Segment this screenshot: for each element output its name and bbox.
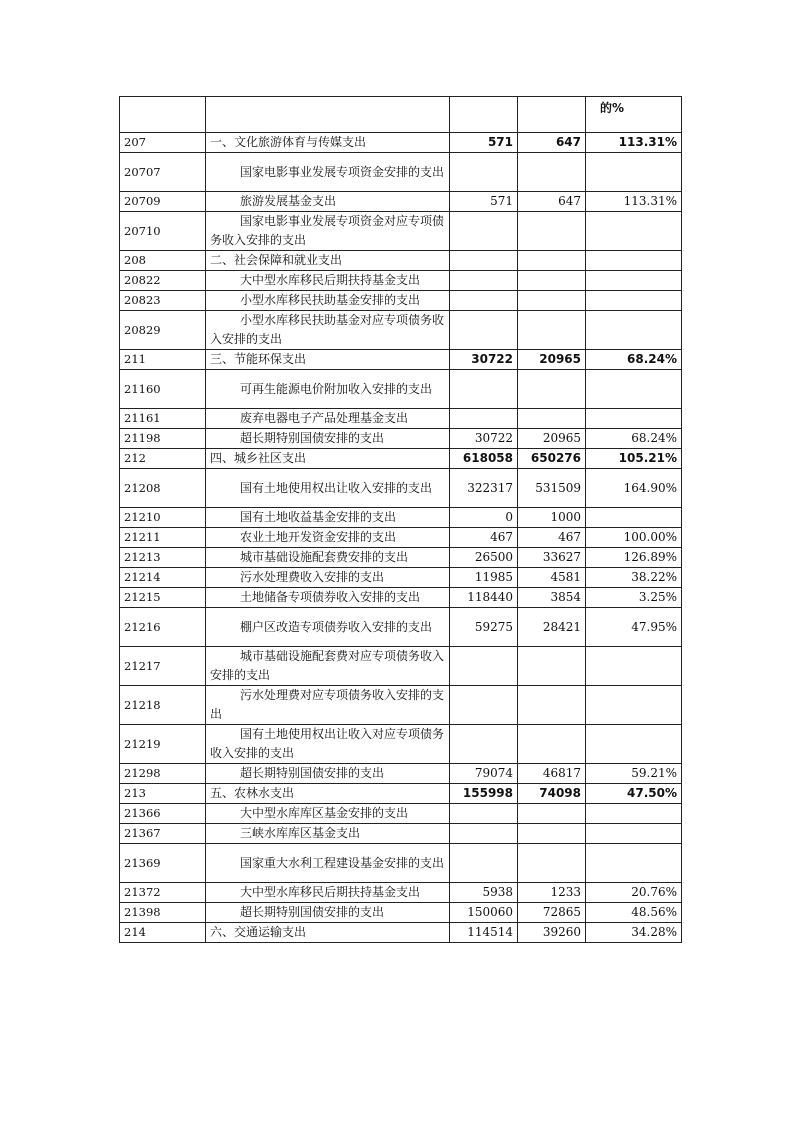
value2-cell: 33627 (518, 548, 586, 568)
value1-cell (450, 804, 518, 824)
code-cell: 21160 (120, 370, 206, 409)
percent-cell: 68.24% (586, 429, 682, 449)
item-name: 大中型水库移民后期扶持基金支出 (240, 885, 421, 899)
item-name: 小型水库移民扶助基金安排的支出 (240, 293, 421, 307)
item-name: 废弃电器电子产品处理基金支出 (240, 411, 409, 425)
budget-table (119, 96, 682, 943)
percent-cell (586, 686, 682, 725)
percent-cell (586, 804, 682, 824)
value2-cell (518, 271, 586, 291)
value1-cell: 467 (450, 528, 518, 548)
name-cell (206, 153, 450, 192)
percent-cell: 100.00% (586, 528, 682, 548)
code-cell: 21211 (120, 528, 206, 548)
name-cell (206, 804, 450, 824)
value1-cell: 322317 (450, 469, 518, 508)
value2-cell: 28421 (518, 608, 586, 647)
item-name: 国家重大水利工程建设基金安排的支出 (240, 855, 445, 870)
category-row (120, 251, 682, 271)
item-name: 超长期特别国债安排的支出 (240, 431, 385, 445)
name-cell (206, 923, 450, 943)
percent-cell (586, 409, 682, 429)
value2-cell (518, 686, 586, 725)
table-row (120, 291, 682, 311)
value2-cell: 74098 (518, 784, 586, 804)
name-cell (206, 883, 450, 903)
percent-cell: 38.22% (586, 568, 682, 588)
table-row (120, 528, 682, 548)
value1-cell (450, 153, 518, 192)
table-row (120, 824, 682, 844)
category-row (120, 784, 682, 804)
name-cell (206, 370, 450, 409)
percent-cell (586, 647, 682, 686)
percent-cell: 3.25% (586, 588, 682, 608)
value2-cell (518, 212, 586, 251)
code-cell: 20710 (120, 212, 206, 251)
item-name: 城市基础设施配套费安排的支出 (240, 550, 409, 564)
value1-cell (450, 251, 518, 271)
name-cell (206, 903, 450, 923)
value1-cell (450, 311, 518, 350)
value2-cell: 39260 (518, 923, 586, 943)
value2-cell: 72865 (518, 903, 586, 923)
item-name: 四、城乡社区支出 (210, 451, 307, 465)
value1-cell: 571 (450, 133, 518, 153)
item-name: 国家电影事业发展专项资金安排的支出 (240, 164, 445, 179)
value1-cell (450, 212, 518, 251)
value2-cell (518, 311, 586, 350)
header-cell-v2 (518, 97, 586, 133)
table-row (120, 764, 682, 784)
code-cell: 208 (120, 251, 206, 271)
value1-cell: 150060 (450, 903, 518, 923)
value2-cell (518, 409, 586, 429)
table-row (120, 212, 682, 251)
value1-cell: 26500 (450, 548, 518, 568)
value1-cell (450, 647, 518, 686)
percent-cell (586, 271, 682, 291)
name-cell (206, 784, 450, 804)
table-row (120, 804, 682, 824)
percent-cell: 47.50% (586, 784, 682, 804)
percent-cell (586, 153, 682, 192)
value1-cell: 79074 (450, 764, 518, 784)
percent-cell: 68.24% (586, 350, 682, 370)
code-cell: 21210 (120, 508, 206, 528)
table-row (120, 568, 682, 588)
value1-cell: 59275 (450, 608, 518, 647)
code-cell: 20829 (120, 311, 206, 350)
table-row (120, 883, 682, 903)
table-row (120, 903, 682, 923)
name-cell (206, 429, 450, 449)
value2-cell (518, 725, 586, 764)
item-name: 旅游发展基金支出 (240, 194, 337, 208)
code-cell: 21216 (120, 608, 206, 647)
item-name: 土地储备专项债券收入安排的支出 (240, 590, 421, 604)
item-name: 城市基础设施配套费对应专项债务收入安排的支出 (210, 649, 445, 682)
percent-cell: 164.90% (586, 469, 682, 508)
code-cell: 21161 (120, 409, 206, 429)
percent-cell: 113.31% (586, 192, 682, 212)
code-cell: 21214 (120, 568, 206, 588)
name-cell (206, 764, 450, 784)
value1-cell: 0 (450, 508, 518, 528)
item-name: 国有土地收益基金安排的支出 (240, 510, 397, 524)
value2-cell: 3854 (518, 588, 586, 608)
header-cell-pct: 的% (586, 97, 682, 133)
header-row (120, 97, 682, 133)
value2-cell (518, 291, 586, 311)
code-cell: 21213 (120, 548, 206, 568)
percent-cell (586, 311, 682, 350)
name-cell (206, 409, 450, 429)
item-name: 三峡水库库区基金支出 (240, 826, 361, 840)
value1-cell (450, 291, 518, 311)
item-name: 国有土地使用权出让收入安排的支出 (240, 480, 433, 495)
percent-cell (586, 291, 682, 311)
value1-cell: 118440 (450, 588, 518, 608)
table-row (120, 608, 682, 647)
item-name: 大中型水库库区基金安排的支出 (240, 806, 409, 820)
value2-cell: 20965 (518, 350, 586, 370)
table-row (120, 469, 682, 508)
table-row (120, 725, 682, 764)
name-cell (206, 725, 450, 764)
percent-cell (586, 725, 682, 764)
name-cell (206, 133, 450, 153)
category-row (120, 923, 682, 943)
table-row (120, 548, 682, 568)
value1-cell: 30722 (450, 350, 518, 370)
item-name: 污水处理费收入安排的支出 (240, 570, 385, 584)
value2-cell: 4581 (518, 568, 586, 588)
percent-cell: 105.21% (586, 449, 682, 469)
value2-cell (518, 824, 586, 844)
value1-cell (450, 409, 518, 429)
table-row (120, 311, 682, 350)
table-row (120, 409, 682, 429)
value1-cell (450, 725, 518, 764)
name-cell (206, 588, 450, 608)
value1-cell (450, 824, 518, 844)
code-cell: 21367 (120, 824, 206, 844)
code-cell: 21215 (120, 588, 206, 608)
percent-cell: 47.95% (586, 608, 682, 647)
value1-cell (450, 844, 518, 883)
name-cell (206, 844, 450, 883)
table-row (120, 271, 682, 291)
item-name: 农业土地开发资金安排的支出 (240, 530, 397, 544)
code-cell: 20709 (120, 192, 206, 212)
item-name: 五、农林水支出 (210, 786, 295, 800)
percent-cell (586, 370, 682, 409)
table-row (120, 588, 682, 608)
percent-cell: 59.21% (586, 764, 682, 784)
name-cell (206, 350, 450, 370)
name-cell (206, 548, 450, 568)
percent-cell: 48.56% (586, 903, 682, 923)
value1-cell: 114514 (450, 923, 518, 943)
table-row (120, 647, 682, 686)
header-cell-v1 (450, 97, 518, 133)
header-cell-code (120, 97, 206, 133)
code-cell: 20823 (120, 291, 206, 311)
table-row (120, 686, 682, 725)
item-name: 可再生能源电价附加收入安排的支出 (240, 381, 433, 396)
code-cell: 21298 (120, 764, 206, 784)
value1-cell (450, 686, 518, 725)
name-cell (206, 469, 450, 508)
name-cell (206, 508, 450, 528)
percent-cell (586, 824, 682, 844)
value1-cell (450, 370, 518, 409)
category-row (120, 133, 682, 153)
code-cell: 211 (120, 350, 206, 370)
code-cell: 20707 (120, 153, 206, 192)
table-row (120, 153, 682, 192)
code-cell: 21369 (120, 844, 206, 883)
item-name: 六、交通运输支出 (210, 925, 307, 939)
code-cell: 21198 (120, 429, 206, 449)
value2-cell (518, 370, 586, 409)
table-row (120, 370, 682, 409)
item-name: 大中型水库移民后期扶持基金支出 (240, 273, 421, 287)
name-cell (206, 271, 450, 291)
code-cell: 21217 (120, 647, 206, 686)
value2-cell: 46817 (518, 764, 586, 784)
name-cell (206, 291, 450, 311)
code-cell: 214 (120, 923, 206, 943)
value2-cell: 650276 (518, 449, 586, 469)
value2-cell: 647 (518, 192, 586, 212)
table-row (120, 508, 682, 528)
value2-cell: 467 (518, 528, 586, 548)
value2-cell (518, 804, 586, 824)
code-cell: 21219 (120, 725, 206, 764)
value1-cell: 618058 (450, 449, 518, 469)
value2-cell: 1000 (518, 508, 586, 528)
name-cell (206, 608, 450, 647)
percent-cell: 126.89% (586, 548, 682, 568)
code-cell: 21372 (120, 883, 206, 903)
code-cell: 21218 (120, 686, 206, 725)
percent-cell (586, 212, 682, 251)
name-cell (206, 686, 450, 725)
item-name: 超长期特别国债安排的支出 (240, 766, 385, 780)
name-cell (206, 212, 450, 251)
name-cell (206, 251, 450, 271)
category-row (120, 350, 682, 370)
item-name: 超长期特别国债安排的支出 (240, 905, 385, 919)
value1-cell (450, 271, 518, 291)
value1-cell: 30722 (450, 429, 518, 449)
percent-cell: 113.31% (586, 133, 682, 153)
name-cell (206, 647, 450, 686)
item-name: 国有土地使用权出让收入对应专项债务收入安排的支出 (210, 727, 445, 760)
value2-cell: 647 (518, 133, 586, 153)
value1-cell: 5938 (450, 883, 518, 903)
value2-cell (518, 153, 586, 192)
value2-cell: 1233 (518, 883, 586, 903)
code-cell: 212 (120, 449, 206, 469)
name-cell (206, 449, 450, 469)
value2-cell (518, 251, 586, 271)
item-name: 棚户区改造专项债券收入安排的支出 (240, 619, 433, 634)
item-name: 三、节能环保支出 (210, 352, 307, 366)
item-name: 污水处理费对应专项债务收入安排的支出 (210, 688, 445, 721)
table-row (120, 844, 682, 883)
code-cell: 21366 (120, 804, 206, 824)
name-cell (206, 568, 450, 588)
code-cell: 207 (120, 133, 206, 153)
item-name: 小型水库移民扶助基金对应专项债务收入安排的支出 (210, 313, 445, 346)
percent-cell: 34.28% (586, 923, 682, 943)
item-name: 二、社会保障和就业支出 (210, 253, 343, 267)
code-cell: 21208 (120, 469, 206, 508)
table-row (120, 192, 682, 212)
value1-cell: 155998 (450, 784, 518, 804)
header-cell-name (206, 97, 450, 133)
item-name: 一、文化旅游体育与传媒支出 (210, 135, 367, 149)
code-cell: 21398 (120, 903, 206, 923)
name-cell (206, 824, 450, 844)
name-cell (206, 311, 450, 350)
name-cell (206, 528, 450, 548)
value2-cell (518, 844, 586, 883)
code-cell: 213 (120, 784, 206, 804)
name-cell (206, 192, 450, 212)
code-cell: 20822 (120, 271, 206, 291)
value1-cell: 571 (450, 192, 518, 212)
category-row (120, 449, 682, 469)
table-row (120, 429, 682, 449)
value2-cell (518, 647, 586, 686)
item-name: 国家电影事业发展专项资金对应专项债务收入安排的支出 (210, 214, 445, 247)
percent-cell (586, 508, 682, 528)
percent-cell (586, 844, 682, 883)
value2-cell: 531509 (518, 469, 586, 508)
value2-cell: 20965 (518, 429, 586, 449)
percent-cell (586, 251, 682, 271)
percent-cell: 20.76% (586, 883, 682, 903)
value1-cell: 11985 (450, 568, 518, 588)
